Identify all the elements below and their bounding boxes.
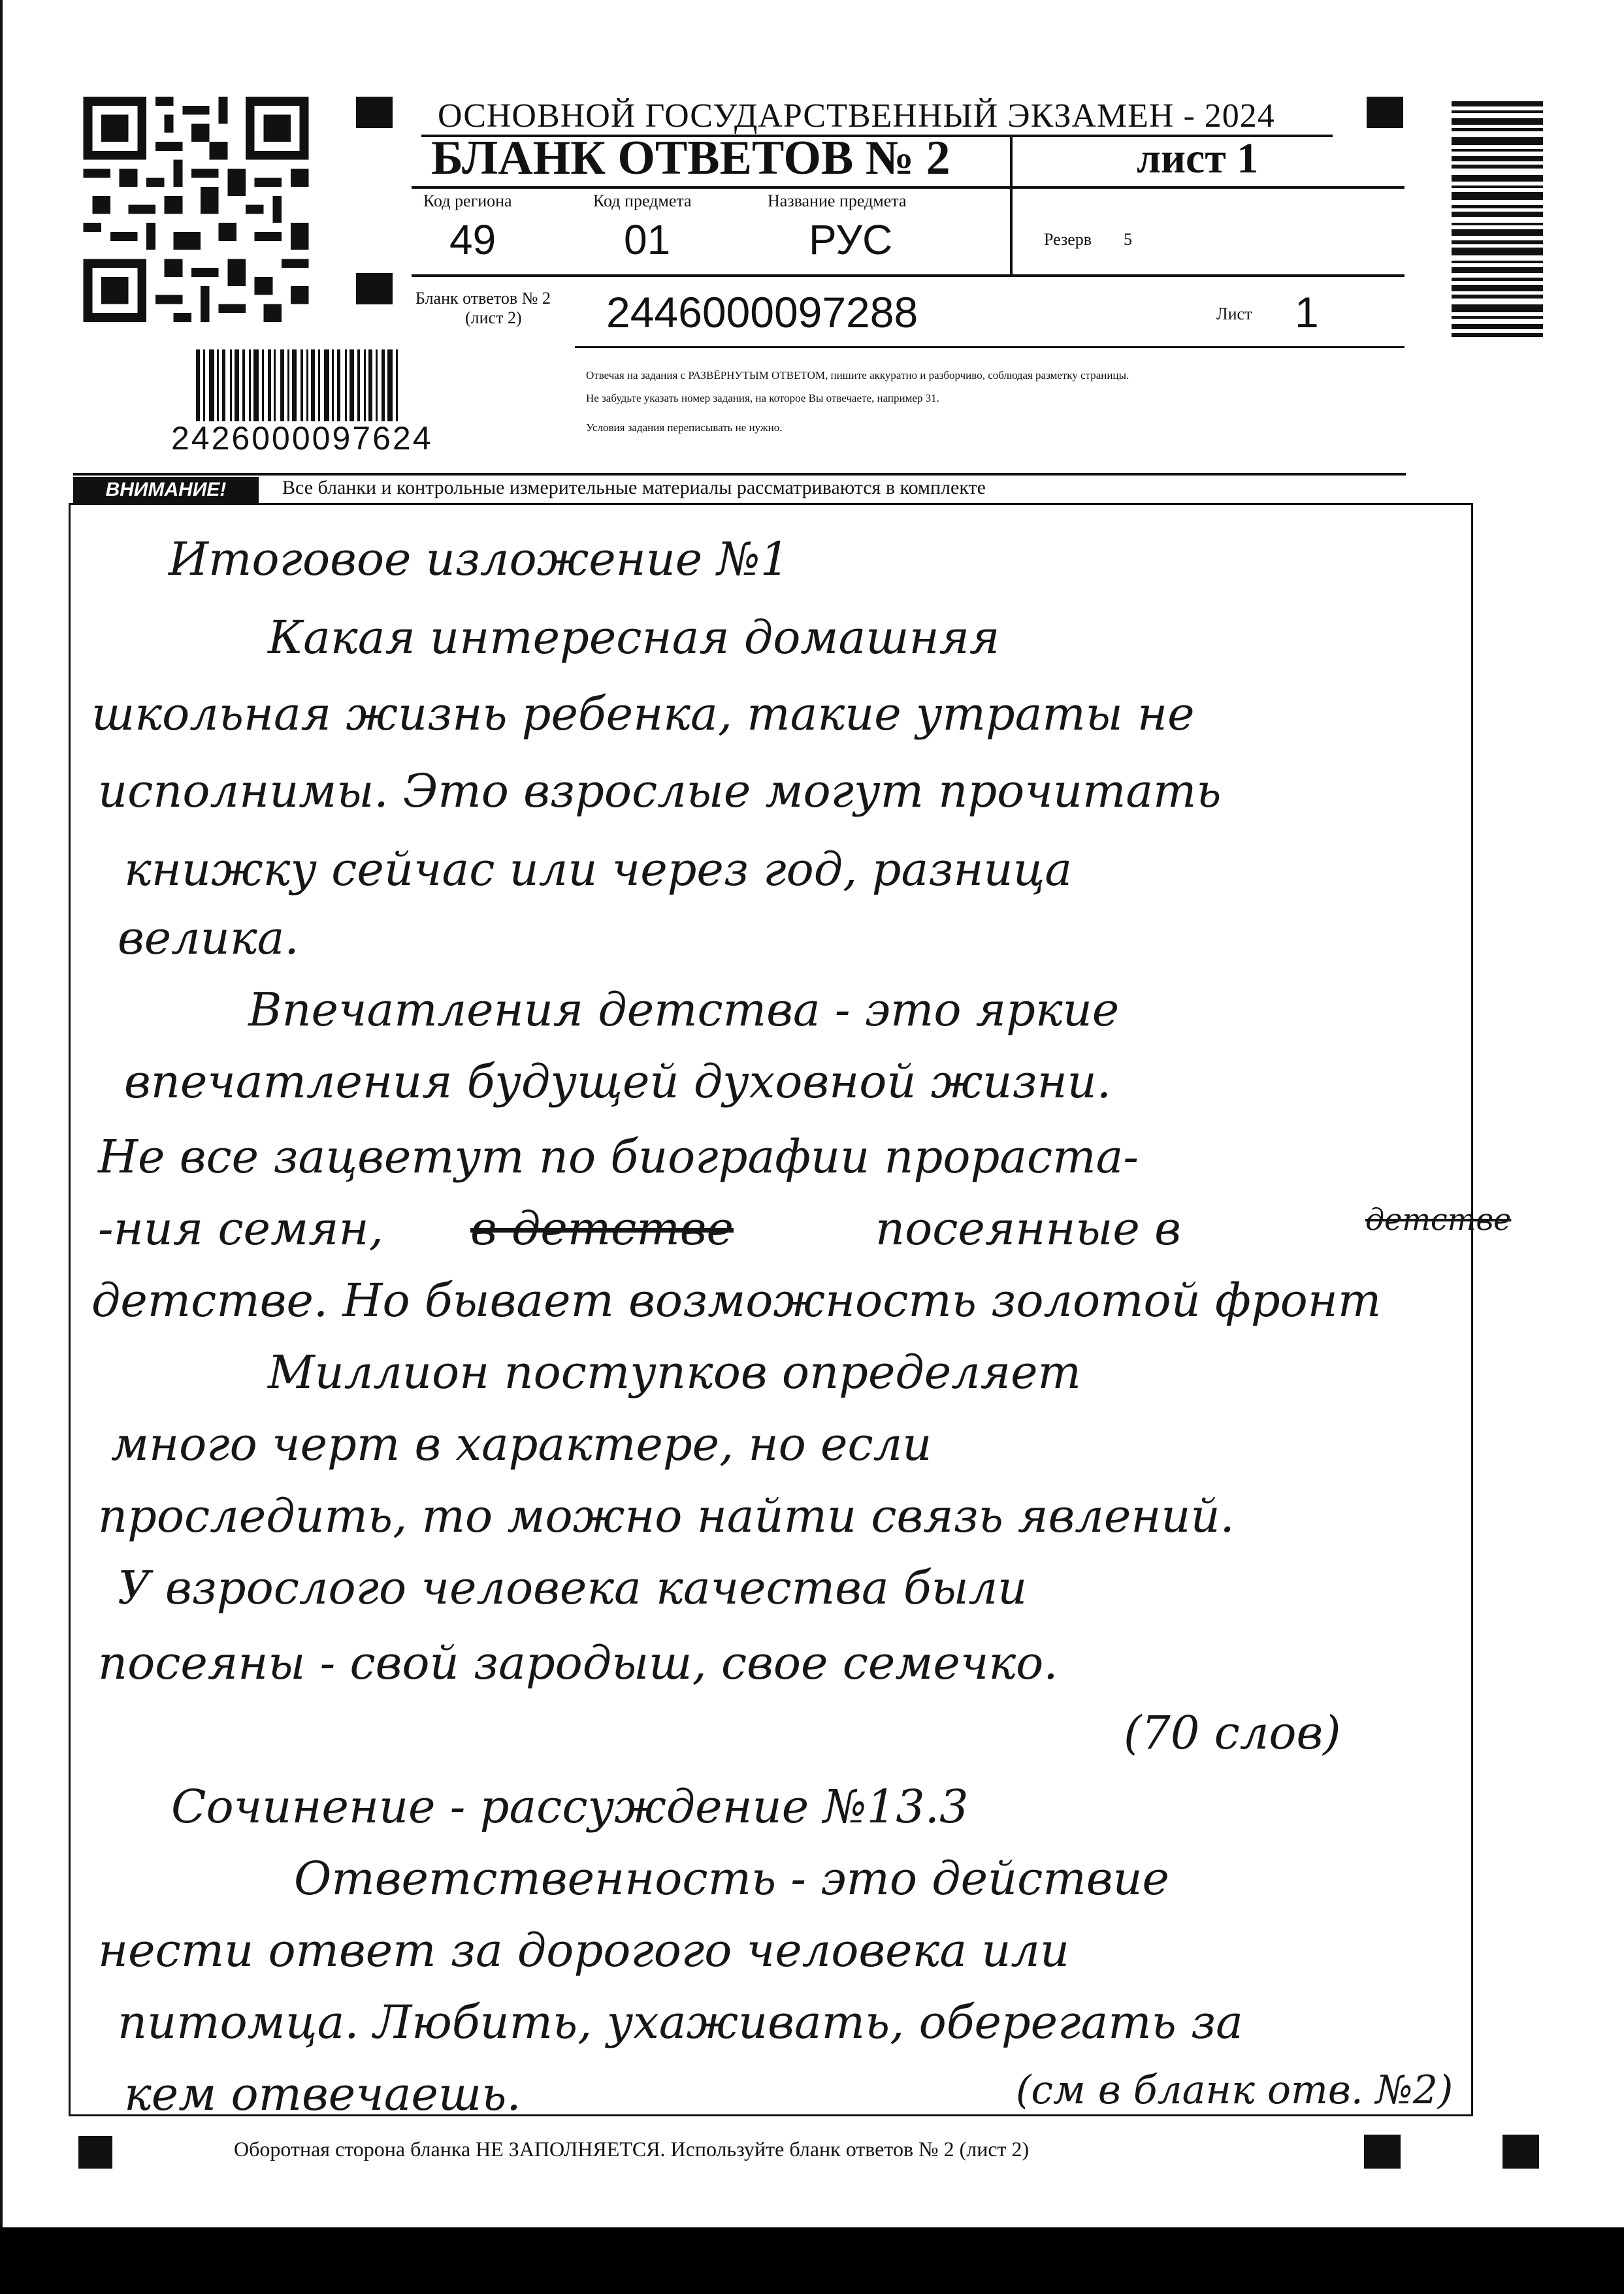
alignment-mark-bottom-left bbox=[78, 2136, 112, 2169]
alignment-mark-top-right bbox=[1367, 97, 1403, 128]
answer-line: нести ответ за дорогого человека или bbox=[98, 1924, 1070, 1977]
answer-line: велика. bbox=[118, 911, 299, 965]
instruction-line-2: Не забудьте указать номер задания, на которое Вы отвечаете, например 31. bbox=[586, 392, 939, 404]
answer-line: много черт в характере, но если bbox=[111, 1417, 932, 1471]
answer-line: проследить, то можно найти связь явлений. bbox=[98, 1489, 1235, 1543]
answer-line: -ния семян, bbox=[98, 1202, 383, 1255]
continuation-note: (см в бланк отв. №2) bbox=[1016, 2067, 1453, 2113]
sheet-number-label: Лист bbox=[1216, 304, 1252, 323]
crossed-out-text: в детстве bbox=[470, 1202, 734, 1255]
answer-line: исполнимы. Это взрослые могут прочитать bbox=[98, 764, 1222, 818]
crossed-out-text: детстве bbox=[1365, 1202, 1512, 1237]
subject-name-value: РУС bbox=[809, 216, 893, 263]
barcode-number: 2426000097624 bbox=[171, 420, 433, 457]
answer-line: книжку сейчас или через год, разница bbox=[124, 843, 1073, 896]
header-rule-3 bbox=[575, 346, 1405, 348]
header-rule-1 bbox=[412, 186, 1405, 189]
alignment-mark-top-left bbox=[356, 97, 393, 128]
attention-text: Все бланки и контрольные измерительные материалы рассматриваются в комплекте bbox=[282, 477, 986, 498]
header-divider bbox=[1010, 137, 1013, 274]
exam-title: ОСНОВНОЙ ГОСУДАРСТВЕННЫЙ ЭКЗАМЕН - 2024 bbox=[438, 97, 1275, 135]
answer-line: впечатления будущей духовной жизни. bbox=[124, 1055, 1112, 1108]
answer-line: детстве. Но бывает возможность золотой фронт bbox=[91, 1274, 1382, 1327]
form-title: БЛАНК ОТВЕТОВ № 2 bbox=[431, 131, 950, 185]
form-ref-sub: (лист 2) bbox=[465, 308, 522, 327]
header-rule-2 bbox=[412, 274, 1405, 277]
form-number: 2446000097288 bbox=[606, 288, 918, 336]
answer-line: Впечатления детства - это яркие bbox=[248, 983, 1120, 1037]
answer-line: кем отвечаешь. bbox=[124, 2067, 521, 2121]
answer-line: Ответственность - это действие bbox=[294, 1852, 1169, 1905]
form-barcode bbox=[196, 349, 536, 421]
sheet-label: лист 1 bbox=[1137, 135, 1259, 182]
instruction-line-3: Условия задания переписывать не нужно. bbox=[586, 421, 783, 434]
attention-badge: ВНИМАНИЕ! bbox=[73, 477, 259, 503]
form-ref-label: Бланк ответов № 2 bbox=[415, 289, 551, 308]
reserve-label: Резерв bbox=[1044, 230, 1092, 249]
reserve-value: 5 bbox=[1124, 230, 1132, 249]
answer-line: Какая интересная домашняя bbox=[268, 611, 1000, 664]
alignment-mark-mid-left bbox=[356, 273, 393, 304]
footer-note: Оборотная сторона бланка НЕ ЗАПОЛНЯЕТСЯ. Используйте бланк ответов № 2 (лист 2) bbox=[234, 2137, 1030, 2161]
answer-line: У взрослого человека качества были bbox=[118, 1561, 1028, 1615]
alignment-mark-bottom-right bbox=[1502, 2135, 1539, 2169]
alignment-mark-bottom-mid bbox=[1364, 2135, 1401, 2169]
qr-code bbox=[82, 97, 310, 322]
answer-line: школьная жизнь ребенка, такие утраты не bbox=[91, 687, 1195, 741]
region-value: 49 bbox=[449, 216, 496, 263]
instruction-line-1: Отвечая на задания с РАЗВЁРНУТЫМ ОТВЕТОМ, пишите аккуратно и разборчиво, соблюдая разметку страницы. bbox=[586, 369, 1129, 381]
side-barcode bbox=[1452, 101, 1543, 454]
subject-code-label: Код предмета bbox=[593, 191, 692, 210]
subject-name-label: Название предмета bbox=[768, 191, 907, 210]
answer-line: питомца. Любить, ухаживать, оберегать за bbox=[118, 1995, 1243, 2049]
answer-line: посеяны - свой зародыш, свое семечко. bbox=[98, 1636, 1058, 1690]
answer-line: Итоговое изложение №1 bbox=[169, 532, 790, 586]
sheet-number-value: 1 bbox=[1295, 288, 1319, 336]
scan-bottom-bar bbox=[0, 2227, 1624, 2294]
subject-code-value: 01 bbox=[624, 216, 671, 263]
answer-line: Миллион поступков определяет bbox=[268, 1346, 1081, 1399]
attention-rule bbox=[73, 473, 1406, 476]
answer-line: Не все зацветут по биографии прораста- bbox=[98, 1130, 1139, 1184]
region-label: Код региона bbox=[423, 191, 512, 210]
answer-line: посеянные в bbox=[875, 1202, 1181, 1255]
page-edge-line bbox=[0, 0, 3, 2227]
word-count-note: (70 слов) bbox=[1124, 1706, 1341, 1760]
answer-line: Сочинение - рассуждение №13.3 bbox=[171, 1780, 969, 1834]
